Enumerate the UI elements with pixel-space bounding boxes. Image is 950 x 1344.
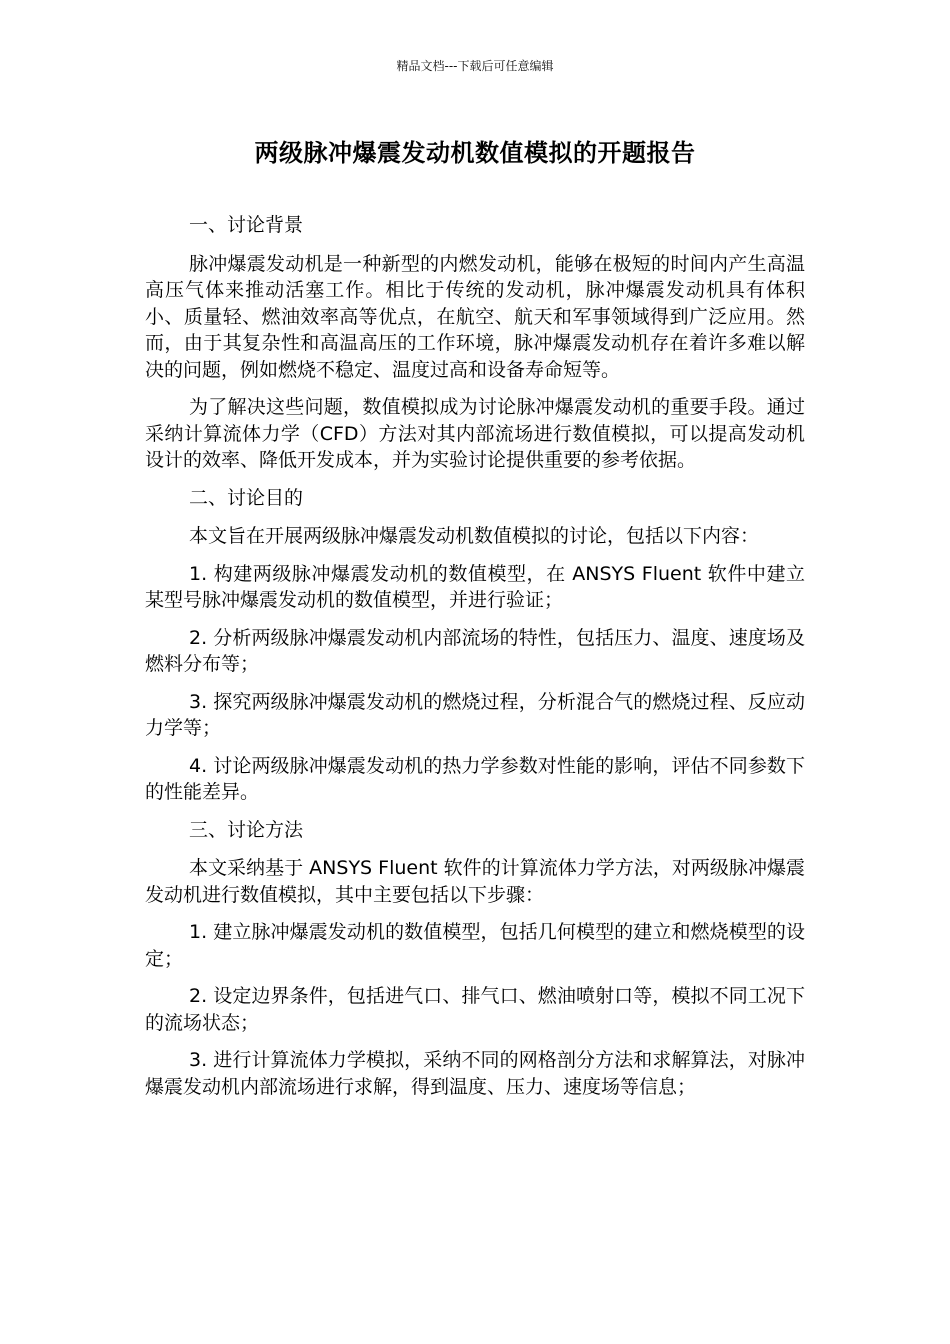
objectives-item-3: 3. 探究两级脉冲爆震发动机的燃烧过程，分析混合气的燃烧过程、反应动力学等； (145, 690, 805, 739)
objectives-item-2: 2. 分析两级脉冲爆震发动机内部流场的特性，包括压力、温度、速度场及燃料分布等； (145, 626, 805, 675)
background-paragraph-1: 脉冲爆震发动机是一种新型的内燃发动机，能够在极短的时间内产生高温高压气体来推动活塞工作。相比于传统的发动机，脉冲爆震发动机具有体积小、质量轻、燃油效率高等优点，在航空、航天和军事领域得到广泛应用。然而，由于其复杂性和高温高压的工作环境，脉冲爆震发动机存在着许多难以解决的问题，例如燃烧不稳定、温度过高和设备寿命短等。 (145, 252, 805, 381)
section-heading-objectives: 二、讨论目的 (189, 486, 304, 509)
background-paragraph-2: 为了解决这些问题，数值模拟成为讨论脉冲爆震发动机的重要手段。通过采纳计算流体力学（CFD）方法对其内部流场进行数值模拟，可以提高发动机设计的效率、降低开发成本，并为实验讨论提供重要的参考依据。 (145, 396, 805, 471)
document-title: 两级脉冲爆震发动机数值模拟的开题报告 (254, 139, 696, 167)
methods-step-3: 3. 进行计算流体力学模拟，采纳不同的网格剖分方法和求解算法，对脉冲爆震发动机内部流场进行求解，得到温度、压力、速度场等信息； (145, 1049, 805, 1098)
objectives-item-1: 1. 构建两级脉冲爆震发动机的数值模型，在 ANSYS Fluent 软件中建立某型号脉冲爆震发动机的数值模型，并进行验证； (145, 562, 805, 611)
objectives-intro: 本文旨在开展两级脉冲爆震发动机数值模拟的讨论，包括以下内容： (189, 525, 760, 547)
section-heading-methods: 三、讨论方法 (189, 818, 304, 841)
objectives-item-4: 4. 讨论两级脉冲爆震发动机的热力学参数对性能的影响，评估不同参数下的性能差异。 (145, 754, 805, 803)
methods-step-2: 2. 设定边界条件，包括进气口、排气口、燃油喷射口等，模拟不同工况下的流场状态； (145, 985, 805, 1034)
methods-step-1: 1. 建立脉冲爆震发动机的数值模型，包括几何模型的建立和燃烧模型的设定； (145, 921, 805, 970)
section-heading-background: 一、讨论背景 (189, 214, 304, 236)
methods-intro: 本文采纳基于 ANSYS Fluent 软件的计算流体力学方法，对两级脉冲爆震发动机进行数值模拟，其中主要包括以下步骤： (145, 857, 805, 906)
page-header-note: 精品文档---下载后可任意编辑 (396, 59, 554, 73)
document-body (145, 212, 805, 1111)
